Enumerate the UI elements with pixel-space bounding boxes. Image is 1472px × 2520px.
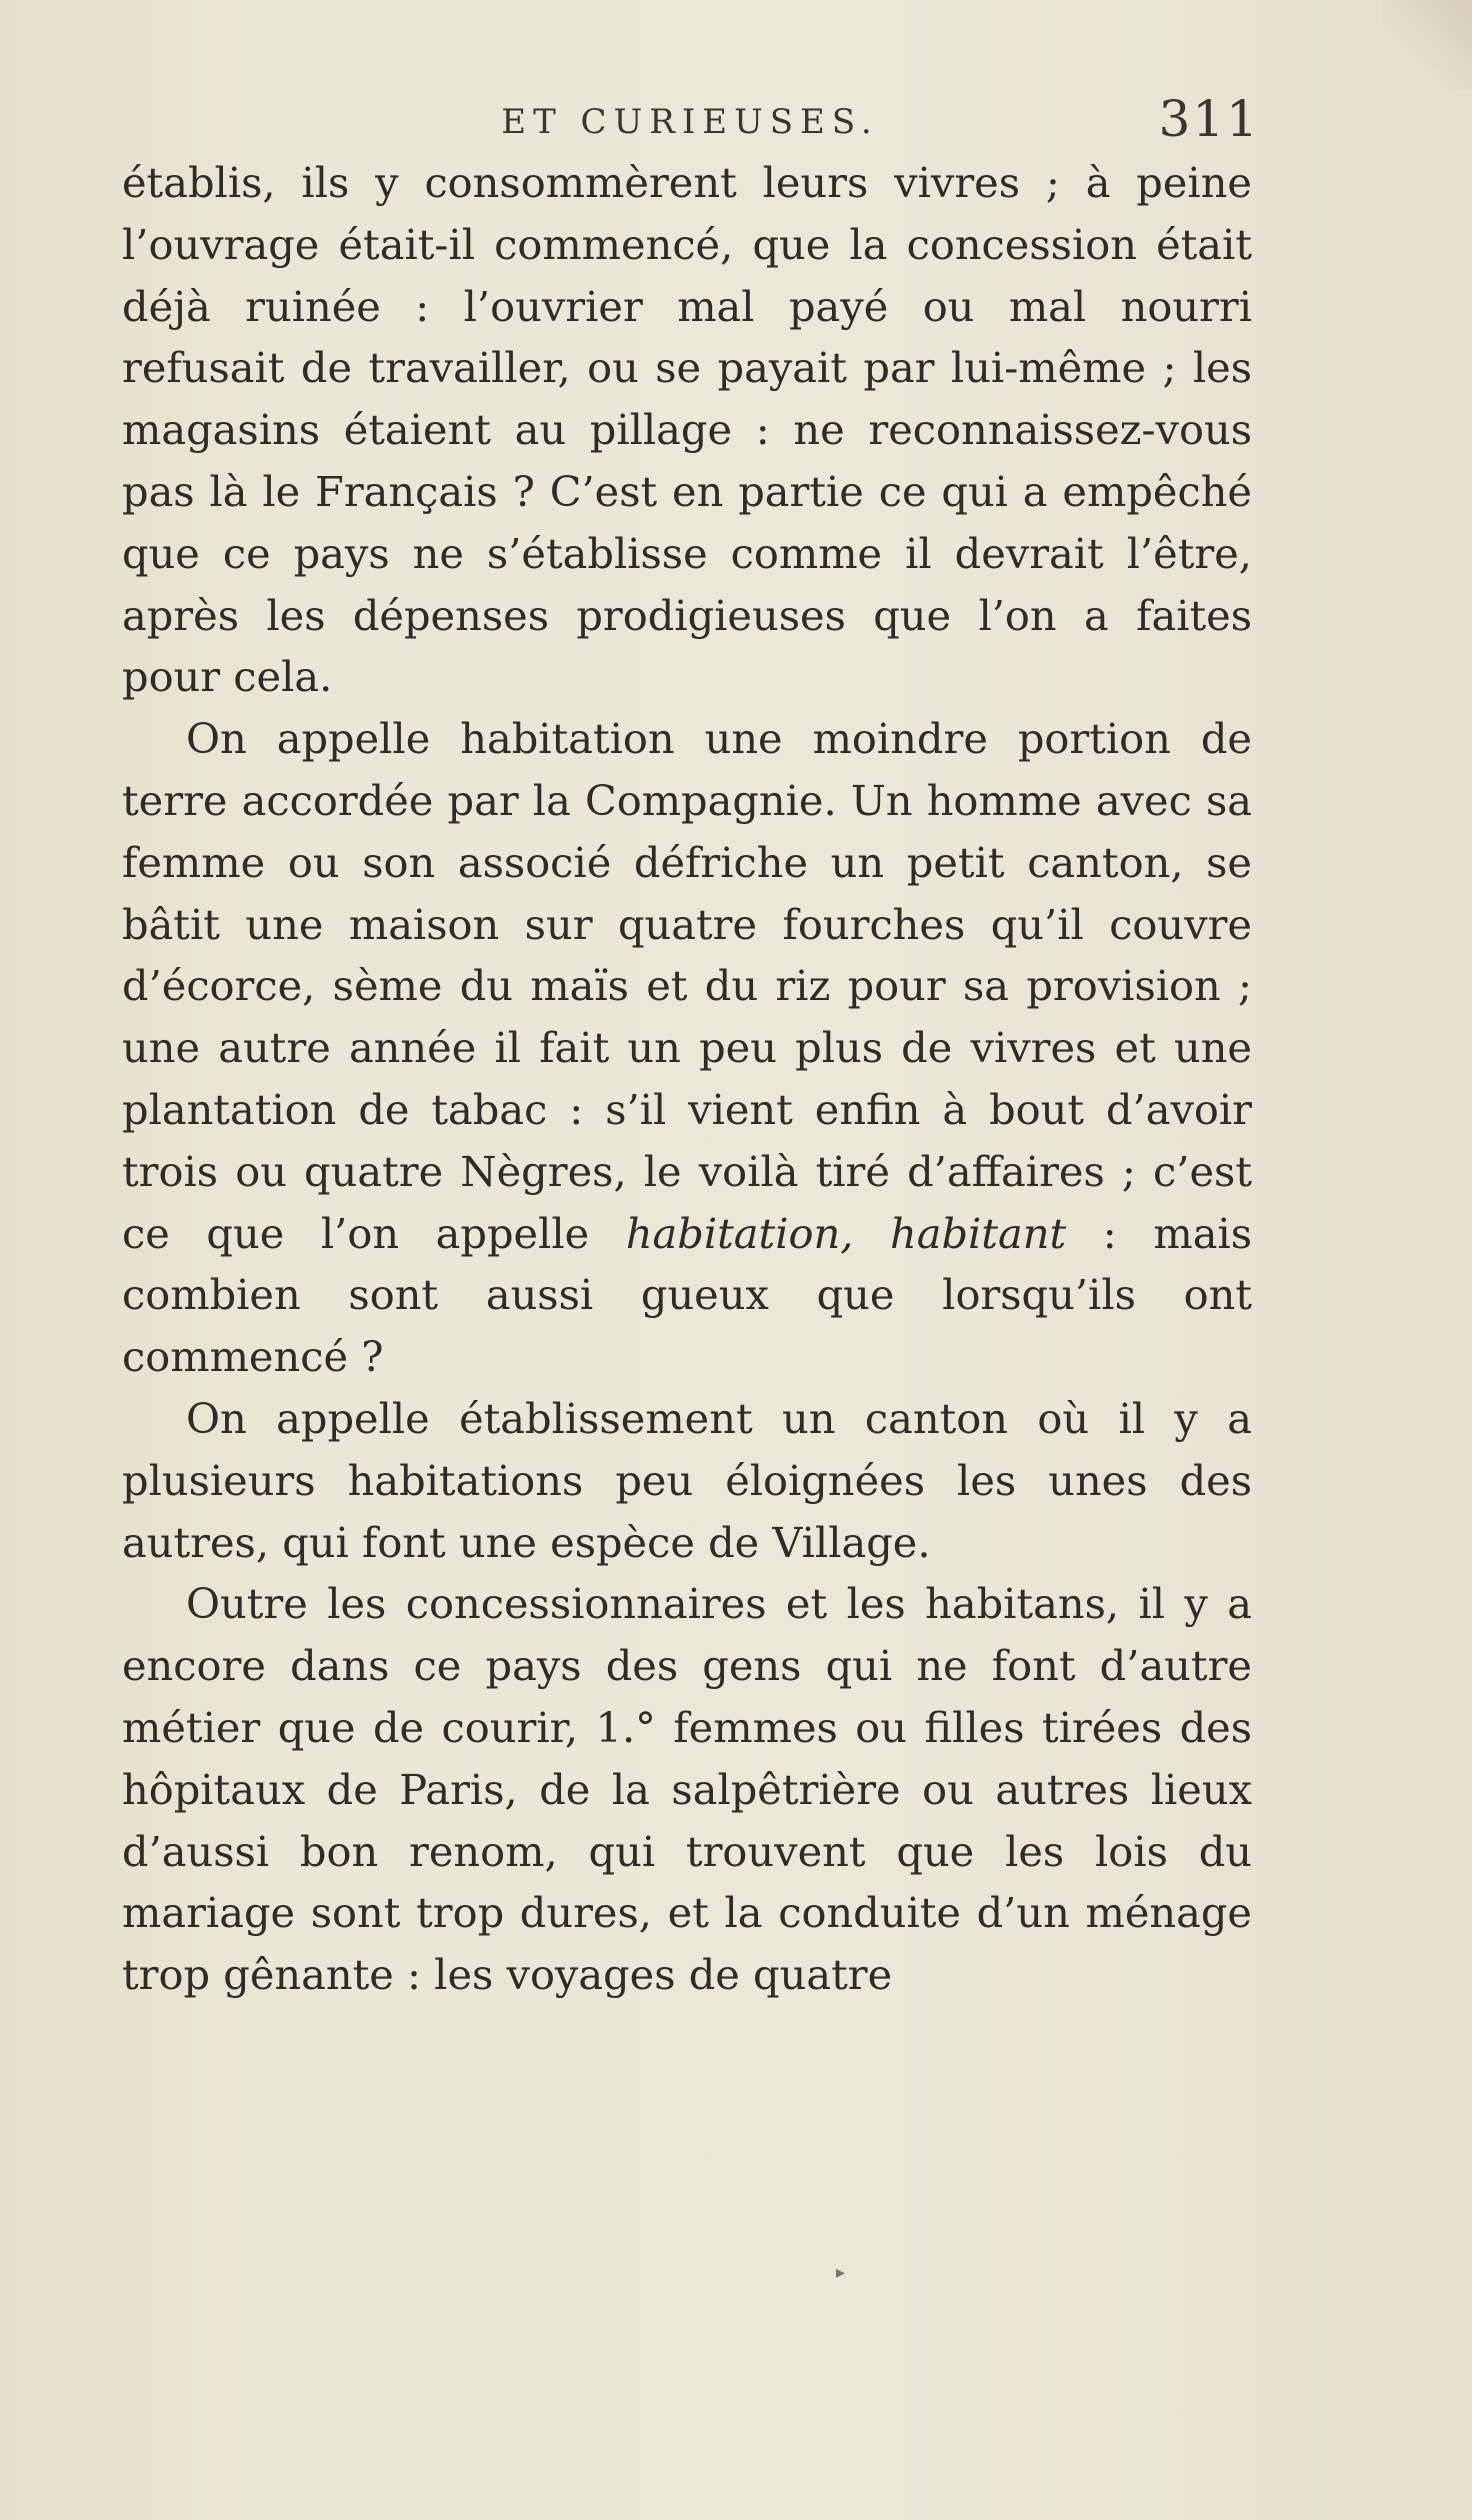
text-run: établis, ils y consommèrent leurs vivres ; à peine l’ouvrage était-il commencé, que la concession était déjà ruinée : l’ouvrier mal payé ou mal nourri refusait de travailler, ou se payait par lui-même ; les magasins étaient au pillage : ne reconnaissez-vous pas là le Français ? C’est en partie ce qui a empêché que ce pays ne s’établisse comme il devrait l’être, après les dépenses prodigieuses que l’on a faites pour cela.: [122, 158, 1252, 702]
text-run: : mais combien sont aussi gueux que lorsqu’ils ont commencé ?: [122, 1208, 1253, 1382]
italic-term: habitation, habitant: [625, 1208, 1067, 1258]
paragraph: [122, 152, 1252, 708]
running-title: ET CURIEUSES.: [501, 102, 879, 142]
text-run: On appelle habitation une moindre portion de terre accordée par la Compagnie. Un homme avec sa femme ou son associé défriche un petit canton, se bâtit une maison sur quatre fourches qu’il couvre d’écorce, sème du maïs et du riz pour sa provision ; une autre année il fait un peu plus de vivres et une plantation de tabac : s’il vient enfin à bout d’avoir trois ou quatre Nègres, le voilà tiré d’affaires ; c’est ce que l’on appelle: [122, 714, 1252, 1258]
text-run: Outre les concessionnaires et les habitans, il y a encore dans ce pays des gens qui ne font d’autre métier que de courir, 1.° femmes ou filles tirées des hôpitaux de Paris, de la salpêtrière ou autres lieux d’aussi bon renom, qui trouvent que les lois du mariage sont trop dures, et la conduite d’un ménage trop gênante : les voyages de quatre: [122, 1579, 1252, 2000]
print-mark: ▸: [836, 2262, 846, 2283]
page-header: [120, 88, 1260, 158]
paragraph: [122, 1388, 1252, 1573]
paragraph: [122, 708, 1252, 1388]
paragraph: [122, 1573, 1252, 2006]
page-number: 311: [1158, 90, 1260, 148]
page-corner-shadow: [1382, 0, 1472, 90]
body-text: [122, 152, 1252, 2006]
text-run: On appelle établissement un canton où il y a plusieurs habitations peu éloignées les unes des autres, qui font une espèce de Village.: [122, 1393, 1252, 1567]
